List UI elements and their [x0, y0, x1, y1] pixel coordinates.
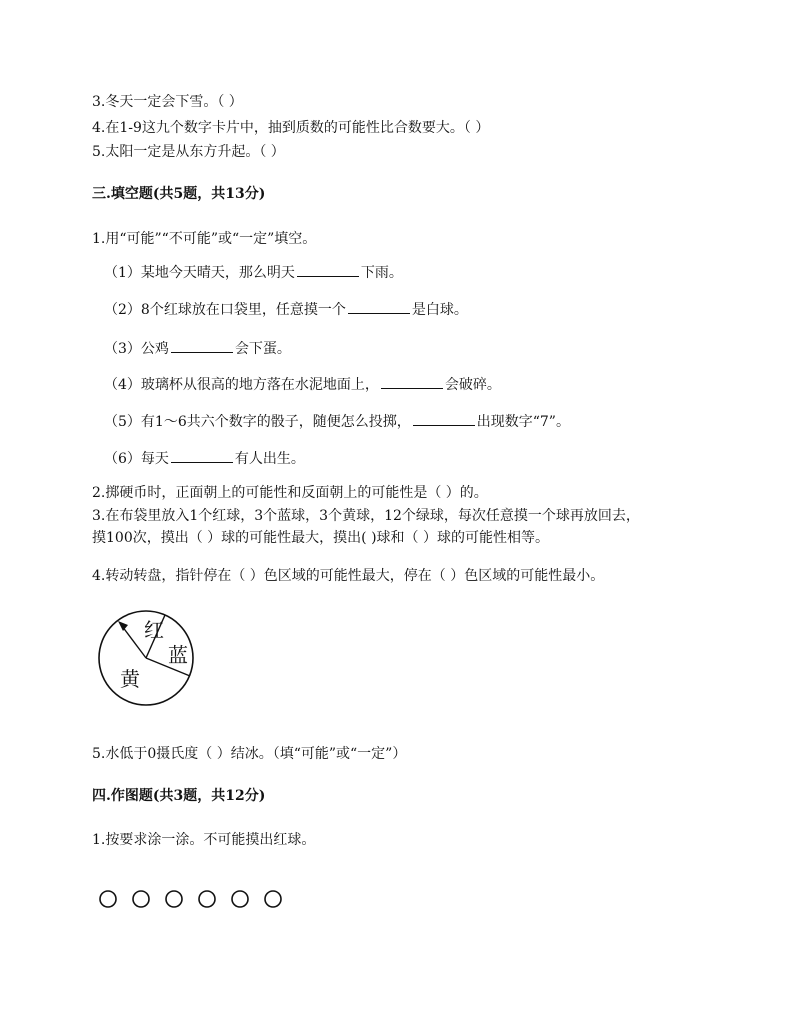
spinner-pointer	[122, 626, 146, 658]
drawing-q1: 1.按要求涂一涂。不可能摸出红球。	[92, 832, 316, 848]
ball-circle[interactable]	[166, 891, 182, 907]
judgment-q4: 4.在1-9这九个数字卡片中，抽到质数的可能性比合数要大。（ ）	[92, 120, 490, 136]
judgment-q5: 5.太阳一定是从东方升起。（ ）	[92, 144, 285, 160]
section-4-heading: 四.作图题(共3题，共12分)	[92, 788, 266, 804]
section-3-heading: 三.填空题(共5题，共13分)	[92, 186, 266, 202]
fill-q2: 2.掷硬币时，正面朝上的可能性和反面朝上的可能性是（ ）的。	[92, 485, 488, 501]
spinner-label-yellow: 黄	[120, 667, 140, 691]
ball-circle[interactable]	[199, 891, 215, 907]
fill-q1-item: （1）某地今天晴天，那么明天 下雨。	[104, 262, 403, 283]
fill-q3-line1: 3.在布袋里放入1个红球，3个蓝球，3个黄球，12个绿球，每次任意摸一个球再放回去，	[92, 508, 640, 524]
fill-q1-item: （3）公鸡 会下蛋。	[104, 338, 291, 359]
answer-blank[interactable]	[381, 374, 443, 389]
fill-q1-item: （4）玻璃杯从很高的地方落在水泥地面上， 会破碎。	[104, 374, 501, 395]
answer-blank[interactable]	[348, 299, 410, 314]
answer-blank[interactable]	[413, 411, 475, 426]
ball-circle[interactable]	[133, 891, 149, 907]
fill-q1-item: （2）8个红球放在口袋里，任意摸一个 是白球。	[104, 299, 468, 320]
fill-q1-item: （5）有1～6共六个数字的骰子，随便怎么投掷， 出现数字“7”。	[104, 411, 570, 432]
answer-blank[interactable]	[297, 262, 359, 277]
answer-blank[interactable]	[171, 338, 233, 353]
fill-q5: 5.水低于0摄氏度（ ）结冰。（填“可能”或“一定”）	[92, 746, 407, 762]
answer-blank[interactable]	[171, 448, 233, 463]
spinner-figure	[96, 606, 200, 710]
spinner-pointer-arrowhead	[118, 621, 128, 631]
fill-q3-line2: 摸100次，摸出（ ）球的可能性最大，摸出( )球和（ ）球的可能性相等。	[92, 530, 549, 546]
fill-q4: 4.转动转盘，指针停在（ ）色区域的可能性最大，停在（ ）色区域的可能性最小。	[92, 568, 605, 584]
fill-q1-stem: 1.用“可能”“不可能”或“一定”填空。	[92, 231, 317, 247]
ball-circle[interactable]	[100, 891, 116, 907]
ball-circle[interactable]	[265, 891, 281, 907]
spinner-label-blue: 蓝	[168, 643, 188, 667]
fill-q1-item: （6）每天 有人出生。	[104, 448, 305, 469]
ball-circles	[98, 887, 298, 911]
judgment-q3: 3.冬天一定会下雪。（ ）	[92, 94, 243, 110]
spinner-label-red: 红	[144, 618, 164, 642]
ball-circle[interactable]	[232, 891, 248, 907]
